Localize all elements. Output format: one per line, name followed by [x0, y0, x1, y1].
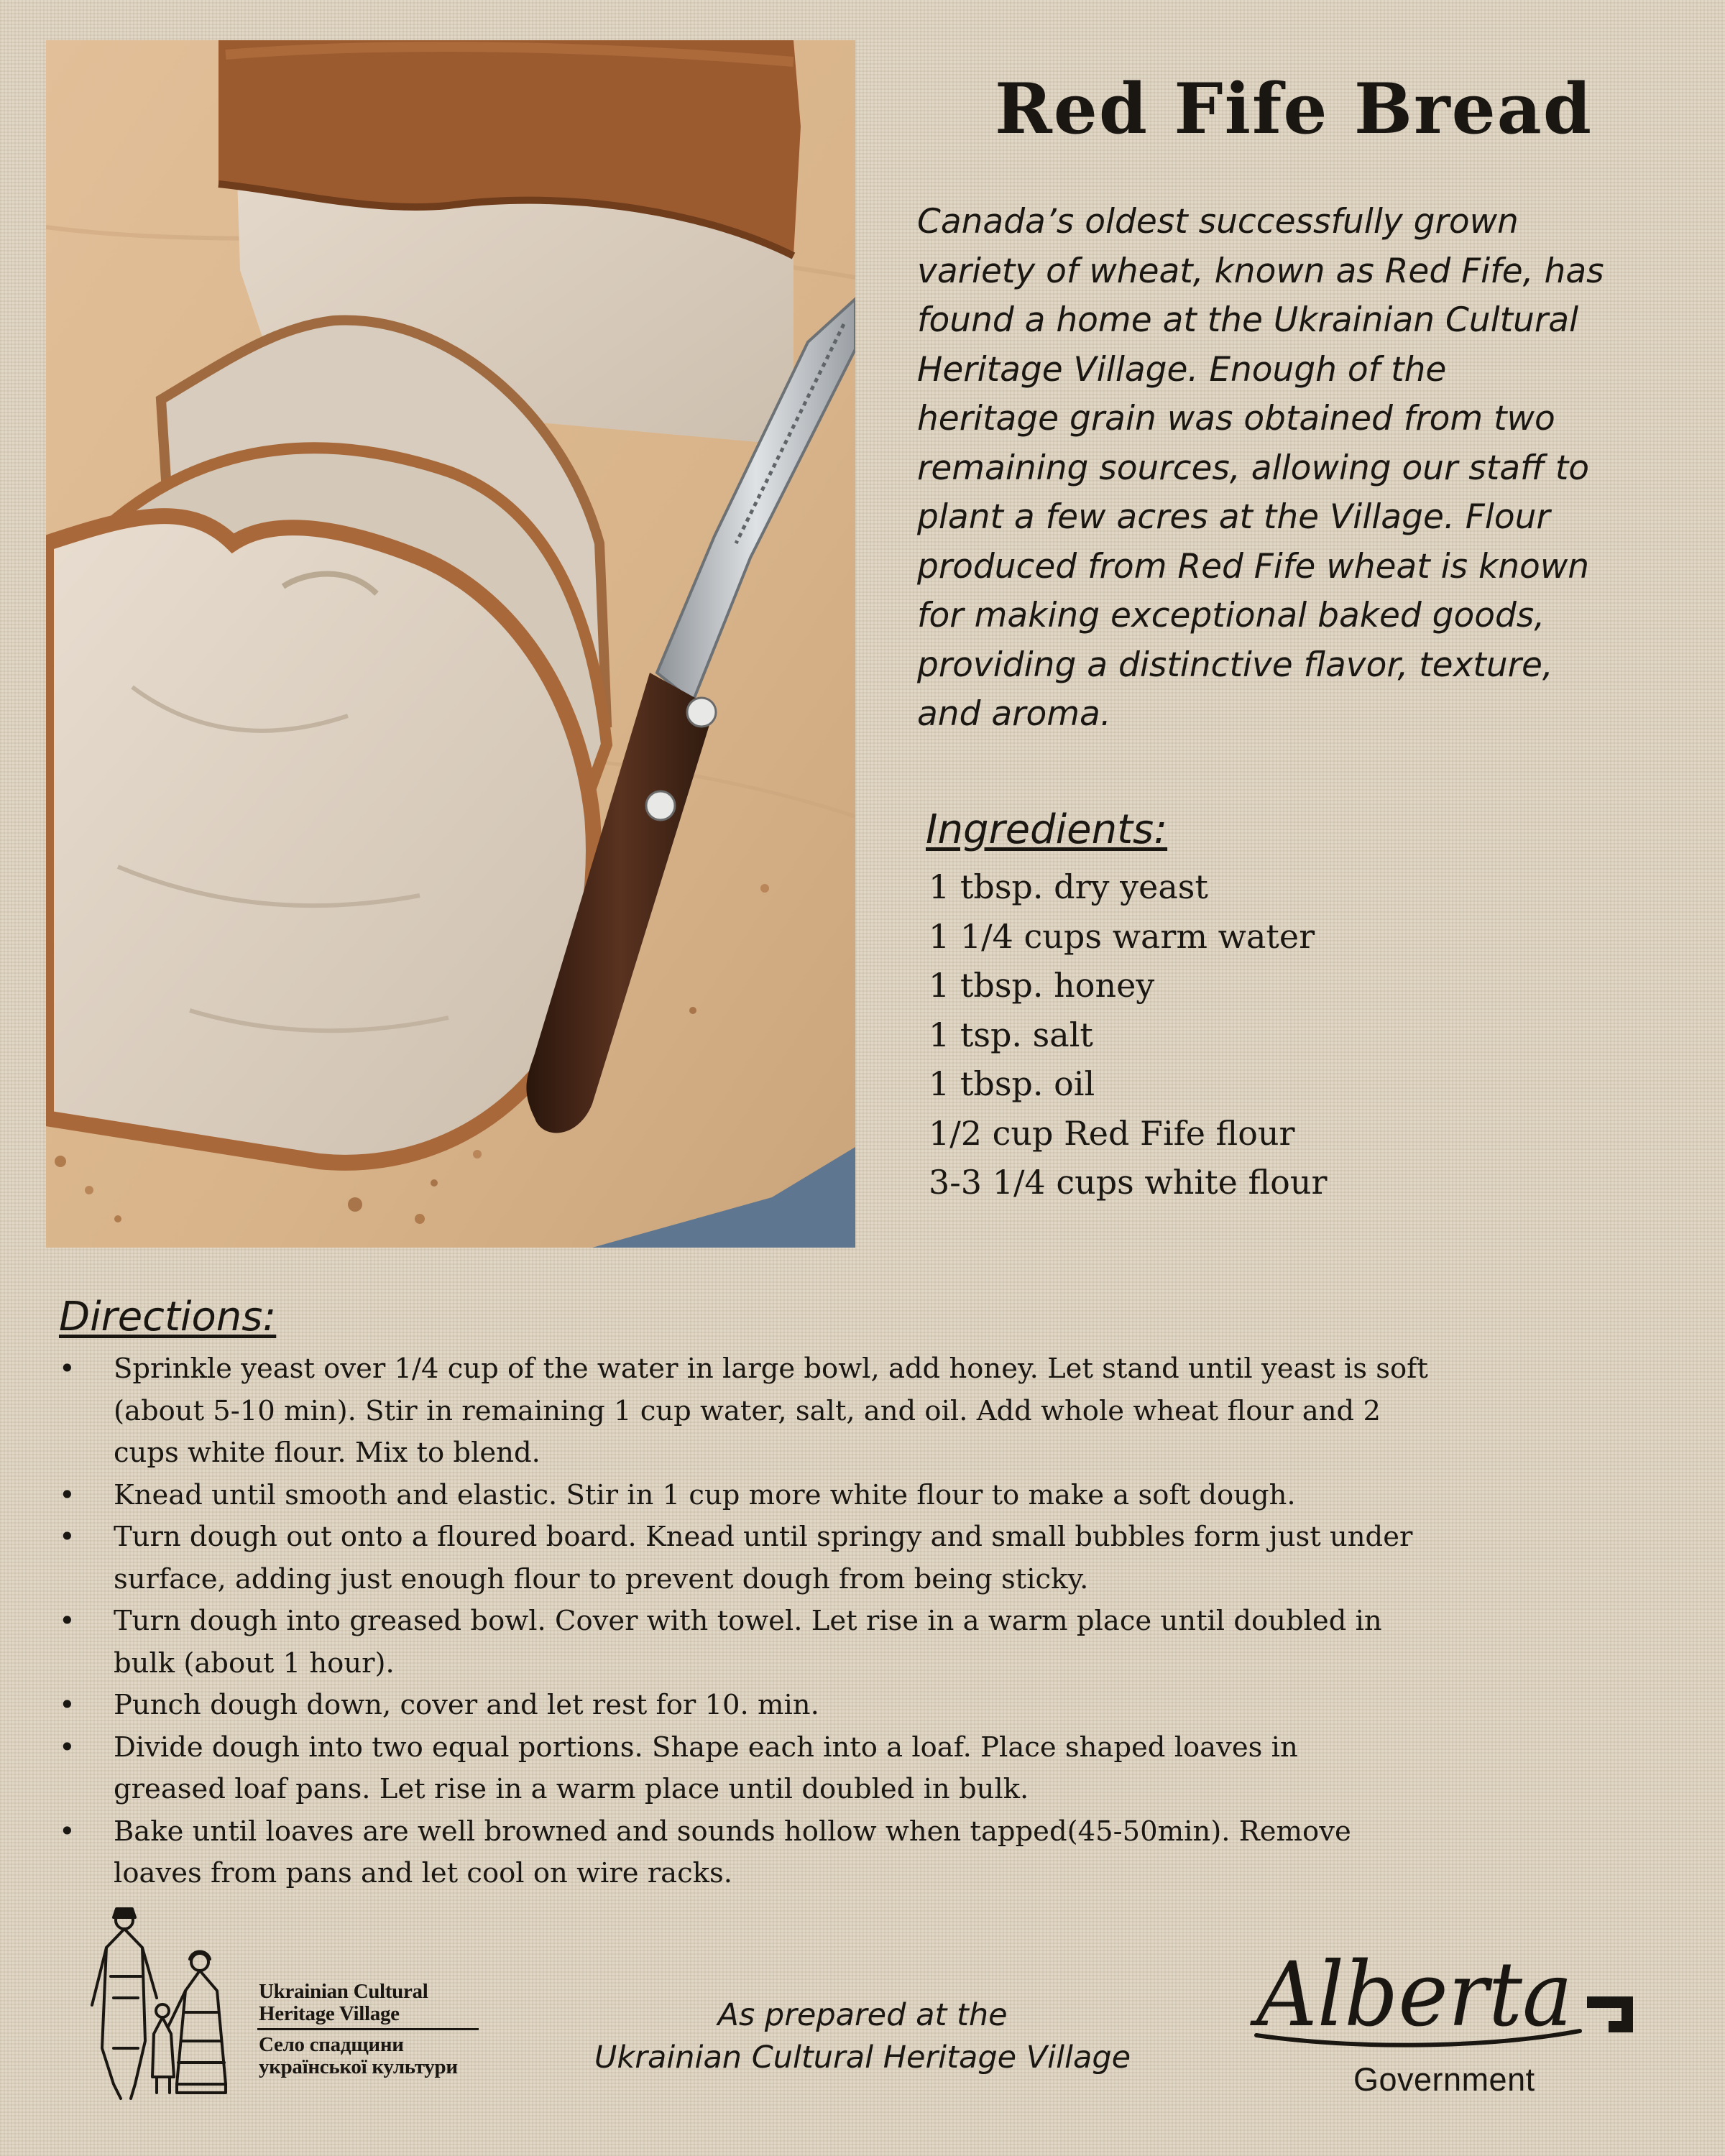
direction-step — [56, 1811, 1659, 1895]
ingredient-item: 1 tbsp. oil — [929, 1064, 1095, 1103]
direction-step — [56, 1348, 1659, 1475]
bread-photo — [46, 40, 855, 1248]
direction-line: Punch dough down, cover and let rest for 10. min. — [114, 1689, 819, 1721]
direction-line: Turn dough into greased bowl. Cover with towel. Let rise in a warm place until doubled in — [114, 1605, 1382, 1637]
direction-line: loaves from pans and let cool on wire racks. — [114, 1857, 733, 1889]
intro-line: remaining sources, allowing our staff to — [917, 448, 1590, 488]
ingredient-item: 1 1/4 cups warm water — [929, 916, 1315, 956]
village-logo-text-ua: української культури — [259, 2055, 458, 2078]
recipe-title: Red Fife Bread — [995, 68, 1593, 149]
prepared-line: As prepared at the — [717, 1997, 1008, 2033]
intro-line: for making exceptional baked goods, — [917, 596, 1545, 635]
intro-line: heritage grain was obtained from two — [917, 399, 1555, 438]
logo-divider — [257, 2028, 479, 2030]
direction-step — [56, 1475, 1659, 1517]
intro-line: and aroma. — [917, 694, 1111, 734]
direction-line: Knead until smooth and elastic. Stir in 1 cup more white flour to make a soft dough. — [114, 1478, 1296, 1511]
ingredient-item: 1 tbsp. dry yeast — [929, 867, 1208, 906]
direction-step — [56, 1600, 1659, 1685]
village-logo-text-ua: Село спадщини — [259, 2033, 404, 2056]
ingredient-item: 3-3 1/4 cups white flour — [929, 1163, 1328, 1202]
direction-step — [56, 1727, 1659, 1811]
prepared-line: Ukrainian Cultural Heritage Village — [594, 2040, 1131, 2076]
direction-line: Bake until loaves are well browned and sounds hollow when tapped(45-50min). Remove — [114, 1815, 1351, 1848]
village-logo-text-en: Heritage Village — [259, 2002, 400, 2025]
direction-line: greased loaf pans. Let rise in a warm place until doubled in bulk. — [114, 1773, 1029, 1805]
intro-line: providing a distinctive flavor, texture, — [917, 645, 1553, 685]
direction-line: bulk (about 1 hour). — [114, 1646, 395, 1680]
direction-line: Sprinkle yeast over 1/4 cup of the water in large bowl, add honey. Let stand until yeast is soft — [114, 1353, 1428, 1385]
village-logo-text-en: Ukrainian Cultural — [259, 1980, 428, 2003]
directions-list — [56, 1348, 1659, 1895]
ingredients-heading: Ingredients: — [926, 806, 1168, 853]
ingredient-item: 1/2 cup Red Fife flour — [929, 1113, 1295, 1153]
alberta-wordmark — [1249, 1940, 1652, 2055]
intro-line: found a home at the Ukrainian Cultural — [917, 300, 1579, 340]
ingredients-list — [929, 862, 1327, 1207]
intro-line: Heritage Village. Enough of the — [917, 349, 1447, 390]
direction-line: cups white flour. Mix to blend. — [114, 1437, 540, 1469]
alberta-government-logo — [1249, 1940, 1652, 2106]
intro-line: plant a few acres at the Village. Flour — [917, 497, 1550, 537]
village-logo — [85, 1904, 487, 2106]
intro-line: produced from Red Fife wheat is known — [917, 546, 1590, 586]
direction-line: Divide dough into two equal portions. Shape each into a loaf. Place shaped loaves in — [114, 1731, 1298, 1764]
direction-line: (about 5-10 min). Stir in remaining 1 cup water, salt, and oil. Add whole wheat flour and 2 — [114, 1394, 1381, 1427]
alberta-wordmark-text: Alberta — [1249, 1943, 1573, 2047]
government-label: Government — [1353, 2061, 1535, 2098]
direction-line: surface, adding just enough flour to prevent dough from being sticky. — [114, 1562, 1089, 1595]
direction-step — [56, 1685, 1659, 1727]
prepared-note — [546, 1994, 1179, 2079]
ingredient-item: 1 tsp. salt — [929, 1015, 1093, 1054]
direction-line: Turn dough out onto a floured board. Knead until springy and small bubbles form just under — [114, 1521, 1413, 1553]
village-figures-icon — [85, 1904, 236, 2106]
intro-line: variety of wheat, known as Red Fife, has — [917, 251, 1604, 291]
intro-line: Canada’s oldest successfully grown — [917, 202, 1519, 241]
directions-heading: Directions: — [59, 1294, 277, 1340]
ingredient-item: 1 tbsp. honey — [929, 966, 1155, 1005]
direction-step — [56, 1516, 1659, 1600]
intro-paragraph — [917, 198, 1665, 740]
